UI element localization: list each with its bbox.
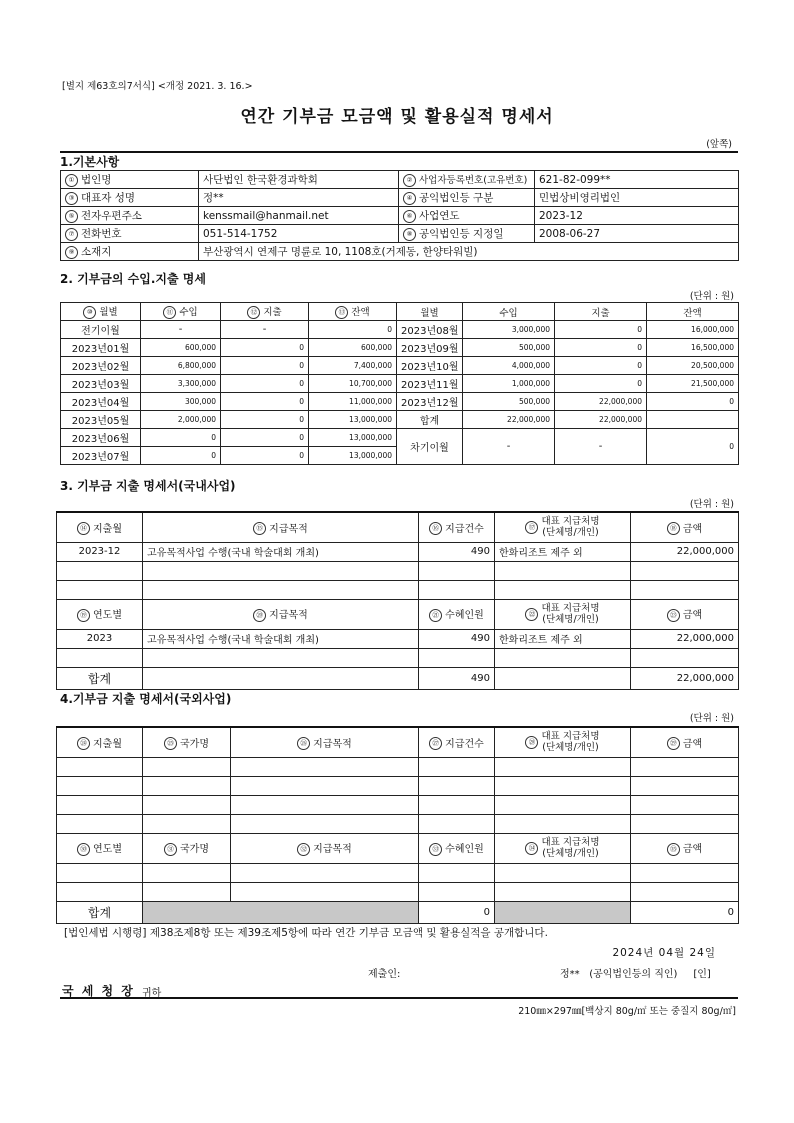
table-header-row: ㉔ 지출월 ㉕ 국가명 ㉖ 지급목적 ㉗ 지급건수 ㉘ 대표 지급처명 (단체명/개인) ㉙ 금액 [57,727,739,757]
table-row: ⑨ 소재지 부산광역시 연제구 명륜로 10, 1108호(거제동, 한양타워빌) [61,243,739,261]
table-row: 2023년07월 0 0 13,000,000 [61,447,739,465]
phone: 051-514-1752 [199,225,399,243]
carry-forward-label: 차기이월 [397,429,463,465]
overseas-expense-table [56,726,739,924]
fiscal-year: 2023-12 [535,207,739,225]
field-label: 사업연도 [419,210,460,222]
table-row: 2023-12 고유목적사업 수행(국내 학술대회 개최) 490 한화리조트 제주 외 22,000,000 [57,542,739,561]
total-label: 합계 [57,667,143,689]
domestic-expense-table [56,511,739,690]
front-side-label: (앞쪽) [706,139,732,150]
section1-title: 1.기본사항 [60,155,120,169]
section4-title: 4.기부금 지출 명세서(국외사업) [60,692,232,706]
field-label: 법인명 [81,174,112,186]
recipient-honorific: 귀하 [142,988,162,999]
table-row: 2023 고유목적사업 수행(국내 학술대회 개최) 490 한화리조트 제주 외 22,000,000 [57,629,739,648]
total-label: 합계 [57,901,143,923]
table-row [57,580,739,599]
table-row [57,757,739,776]
email: kenssmail@hanmail.net [199,207,399,225]
form-note: [별지 제63호의7서식] <개정 2021. 3. 16.> [62,81,253,92]
bottom-rule [60,997,738,999]
total-label: 합계 [397,411,463,429]
unit-label: (단위 : 원) [689,499,734,510]
section3-title: 3. 기부금 지출 명세서(국내사업) [60,479,236,493]
table-row [57,863,739,882]
section1-rule [60,151,738,153]
representative-name: 정** [199,189,399,207]
submitter-label: 제출인: [368,969,401,980]
basic-info-table [60,170,739,261]
field-label: 대표자 성명 [81,192,136,204]
table-row: 2023년02월 6,800,000 0 7,400,000 2023년10월 4,000,000 0 20,500,000 [61,357,739,375]
table-row [57,814,739,833]
table-row: 2023년04월 300,000 0 11,000,000 2023년12월 500,000 22,000,000 0 [61,393,739,411]
field-label: 소재지 [81,246,112,258]
unit-label: (단위 : 원) [689,713,734,724]
table-header-row: ㉚ 연도별 ㉛ 국가명 ㉜ 지급목적 ㉝ 수혜인원 ㉞ 대표 지급처명 (단체명/개인) ㉟ 금액 [57,833,739,863]
table-row [57,561,739,580]
table-row: ⑦ 전화번호 051-514-1752 ⑧ 공익법인등 지정일 2008-06-27 [61,225,739,243]
table-row [57,795,739,814]
submission-date: 2024년 04월 24일 [612,947,716,959]
field-label: 전자우편주소 [81,210,142,222]
table-row: ⑤ 전자우편주소 kenssmail@hanmail.net ⑥ 사업연도 2023-12 [61,207,739,225]
field-label: 공익법인등 구분 [419,192,494,204]
field-label: 전화번호 [81,228,122,240]
submitter-signature: 정** (공익법인등의 직인) [인] [560,969,711,980]
paper-spec: 210㎜×297㎜[백상지 80g/㎡ 또는 중질지 80g/㎡] [518,1006,736,1017]
field-label: 공익법인등 지정일 [419,228,504,240]
field-label: 사업자등록번호(고유번호) [419,175,528,187]
corp-name: 사단법인 한국환경과학회 [199,171,399,189]
table-header-row: ⑲ 연도별 ⑳ 지급목적 ㉑ 수혜인원 ㉒ 대표 지급처명 (단체명/개인) ㉓ 금액 [57,599,739,629]
section2-title: 2. 기부금의 수입.지출 명세 [60,272,206,286]
table-row: 2023년01월 600,000 0 600,000 2023년09월 500,000 0 16,500,000 [61,339,739,357]
table-header-row: ⑩ 월별 ⑪ 수입 ⑫ 지출 ⑬ 잔액 월별 수입 지출 잔액 [61,303,739,321]
table-row: 2023년06월 0 0 13,000,000 차기이월 - - 0 [61,429,739,447]
table-row [57,776,739,795]
income-expense-table [60,302,739,465]
legal-statement: [법인세법 시행령] 제38조제8항 또는 제39조제5항에 따라 연간 기부금 모금액 및 활용실적을 공개합니다. [64,927,548,939]
address: 부산광역시 연제구 명륜로 10, 1108호(거제동, 한양타워빌) [199,243,739,261]
total-row: 합계 490 22,000,000 [57,667,739,689]
corp-type: 민법상비영리법인 [535,189,739,207]
table-row: 전기이월 - - 0 2023년08월 3,000,000 0 16,000,000 [61,321,739,339]
table-row: 2023년05월 2,000,000 0 13,000,000 합계 22,000,000 22,000,000 [61,411,739,429]
page-title: 연간 기부금 모금액 및 활용실적 명세서 [240,107,554,127]
table-row: 2023년03월 3,300,000 0 10,700,000 2023년11월 1,000,000 0 21,500,000 [61,375,739,393]
table-row: ① 법인명 사단법인 한국환경과학회 ② 사업자등록번호(고유번호) 621-82-099** [61,171,739,189]
unit-label: (단위 : 원) [689,291,734,302]
table-row [57,882,739,901]
table-header-row: ⑭ 지출월 ⑮ 지급목적 ⑯ 지급건수 ⑰ 대표 지급처명 (단체명/개인) ⑱ 금액 [57,512,739,542]
designation-date: 2008-06-27 [535,225,739,243]
total-row: 합계 0 0 [57,901,739,923]
table-row [57,648,739,667]
table-row: ③ 대표자 성명 정** ④ 공익법인등 구분 민법상비영리법인 [61,189,739,207]
recipient-nts: 국 세 청 장 [62,984,135,998]
business-number: 621-82-099** [535,171,739,189]
